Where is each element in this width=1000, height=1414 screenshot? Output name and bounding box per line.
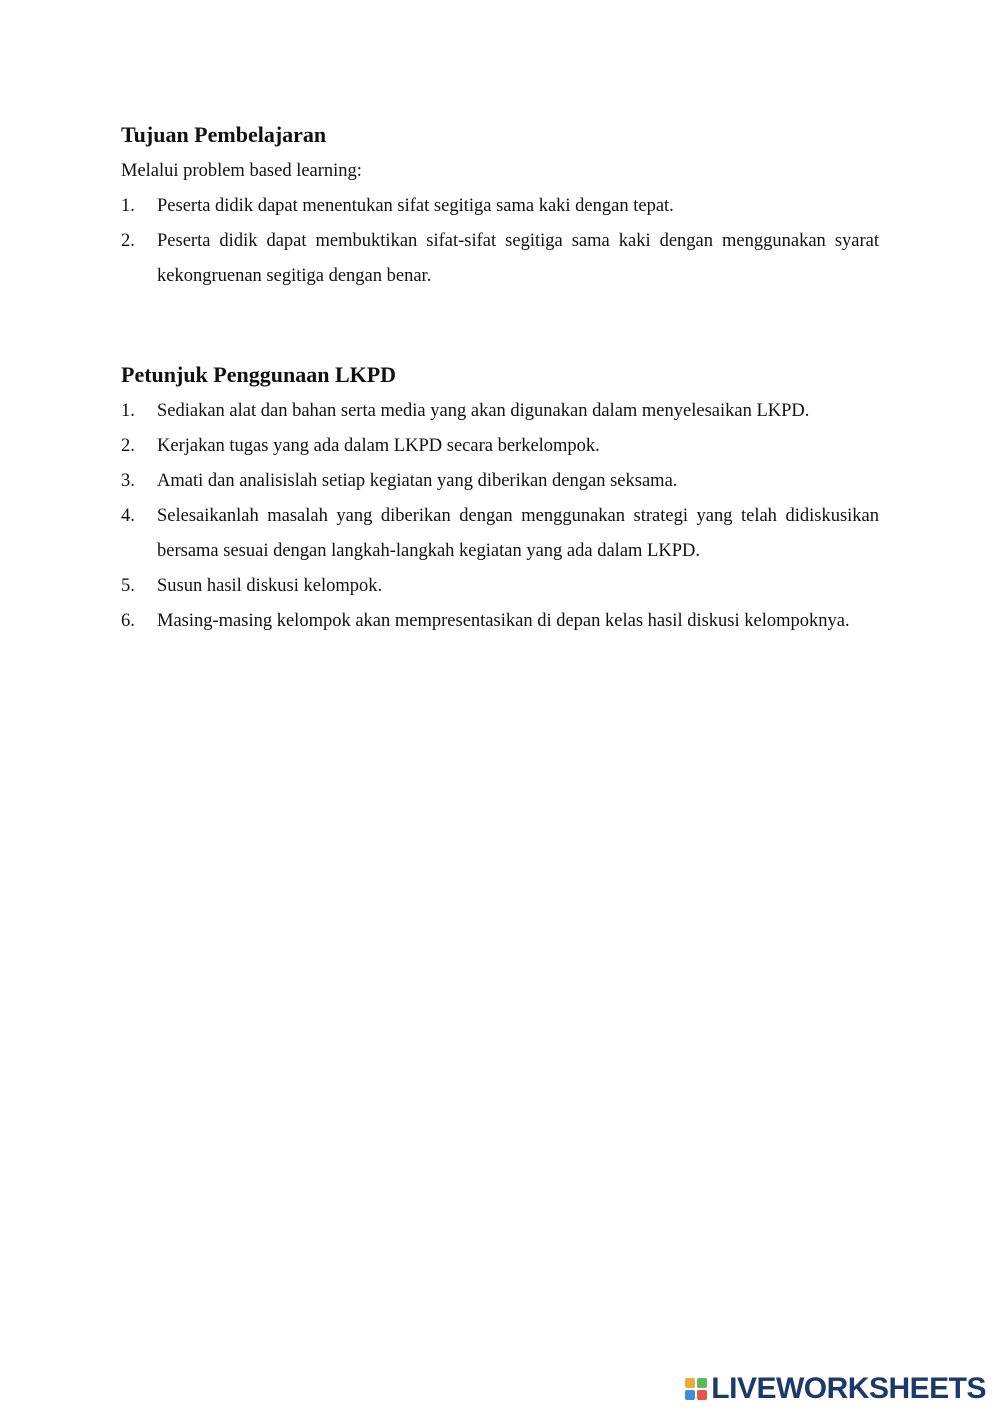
learning-objectives-section (121, 118, 879, 294)
list-item-text: Peserta didik dapat menentukan sifat segitiga sama kaki dengan tepat. (157, 196, 674, 216)
list-item-number: 4. (121, 506, 135, 526)
learning-objectives-title: Tujuan Pembelajaran (121, 122, 327, 147)
liveworksheets-logo-icon (685, 1378, 707, 1400)
list-item-number: 2. (121, 231, 135, 251)
liveworksheets-logo-text: LIVEWORKSHEETS (711, 1372, 986, 1405)
list-item-number: 3. (121, 471, 135, 491)
usage-instructions-section (121, 358, 879, 639)
list-item-text: Kerjakan tugas yang ada dalam LKPD secara berkelompok. (157, 436, 600, 456)
learning-objectives-intro: Melalui problem based learning: (121, 161, 362, 181)
learning-objectives-list (121, 189, 879, 294)
list-item-text: Masing-masing kelompok akan mempresentasikan di depan kelas hasil diskusi kelompoknya. (157, 611, 850, 631)
usage-instructions-title: Petunjuk Penggunaan LKPD (121, 362, 397, 387)
usage-instructions-list (121, 394, 879, 639)
page-content (121, 118, 879, 639)
list-item-number: 5. (121, 576, 135, 596)
list-item (121, 224, 879, 294)
list-item-number: 2. (121, 436, 135, 456)
list-item-number: 1. (121, 401, 135, 421)
list-item-text: Sediakan alat dan bahan serta media yang akan digunakan dalam menyelesaikan LKPD. (157, 401, 810, 421)
list-item-text: Peserta didik dapat membuktikan sifat-sifat segitiga sama kaki dengan menggunakan syarat kekongruenan segitiga dengan benar. (157, 231, 879, 286)
liveworksheets-logo[interactable] (685, 1372, 986, 1406)
list-item-number: 6. (121, 611, 135, 631)
list-item (121, 429, 879, 464)
list-item-text: Selesaikanlah masalah yang diberikan dengan menggunakan strategi yang telah didiskusikan bersama sesuai dengan langkah-langkah kegiatan yang ada dalam LKPD. (157, 506, 879, 561)
list-item (121, 569, 879, 604)
list-item (121, 604, 879, 639)
list-item (121, 189, 879, 224)
list-item-text: Amati dan analisislah setiap kegiatan yang diberikan dengan seksama. (157, 471, 678, 491)
list-item-text: Susun hasil diskusi kelompok. (157, 576, 383, 596)
logo-square-icon (685, 1390, 695, 1400)
list-item (121, 394, 879, 429)
logo-square-icon (697, 1390, 707, 1400)
list-item (121, 499, 879, 569)
logo-square-icon (685, 1378, 695, 1388)
list-item-number: 1. (121, 196, 135, 216)
logo-square-icon (697, 1378, 707, 1388)
list-item (121, 464, 879, 499)
